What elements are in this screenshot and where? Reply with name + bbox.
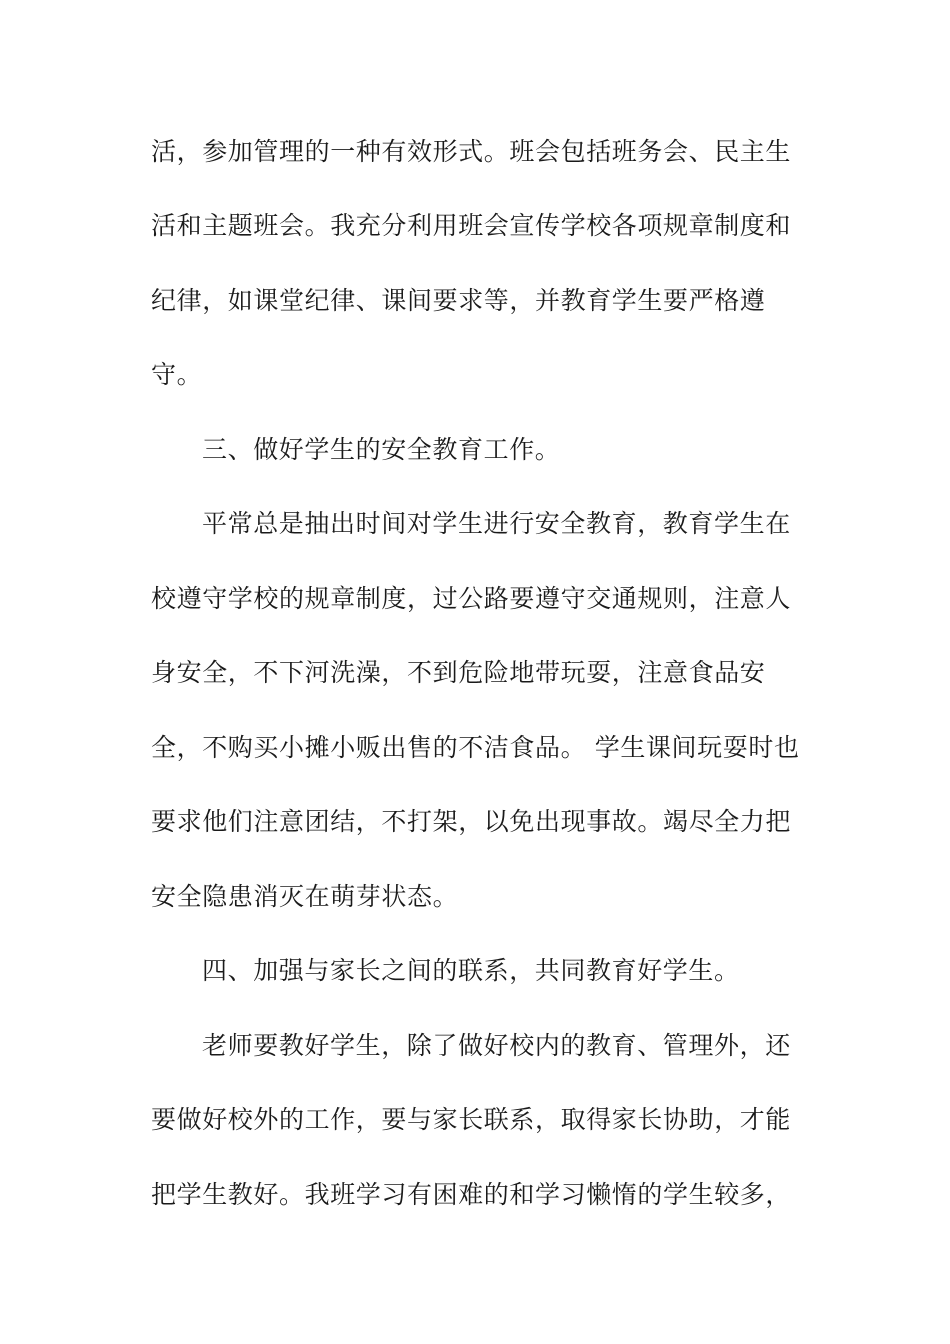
text-line: 要求他们注意团结，不打架，以免出现事故。竭尽全力把 xyxy=(151,807,792,836)
text-line: 纪律，如课堂纪律、课间要求等，并教育学生要严格遵 xyxy=(151,286,766,315)
text-line: 全，不购买小摊小贩出售的不洁食品。 学生课间玩耍时也 xyxy=(151,733,800,762)
text-line: 活，参加管理的一种有效形式。班会包括班务会、民主生 xyxy=(151,137,792,166)
section-heading: 四、加强与家长之间的联系，共同教育好学生。 xyxy=(202,956,740,985)
text-line: 安全隐患消灭在萌芽状态。 xyxy=(151,882,459,911)
text-line: 身安全，不下河洗澡，不到危险地带玩耍，注意食品安 xyxy=(151,658,766,687)
text-line: 把学生教好。我班学习有困难的和学习懒惰的学生较多， xyxy=(151,1180,792,1209)
text-line: 校遵守学校的规章制度，过公路要遵守交通规则，注意人 xyxy=(151,584,792,613)
paragraph-start-line: 平常总是抽出时间对学生进行安全教育，教育学生在 xyxy=(202,509,791,538)
text-line: 活和主题班会。我充分利用班会宣传学校各项规章制度和 xyxy=(151,211,792,240)
section-heading: 三、做好学生的安全教育工作。 xyxy=(202,435,561,464)
text-line: 守。 xyxy=(151,360,203,389)
text-line: 要做好校外的工作，要与家长联系，取得家长协助，才能 xyxy=(151,1105,792,1134)
paragraph-start-line: 老师要教好学生，除了做好校内的教育、管理外，还 xyxy=(202,1031,791,1060)
